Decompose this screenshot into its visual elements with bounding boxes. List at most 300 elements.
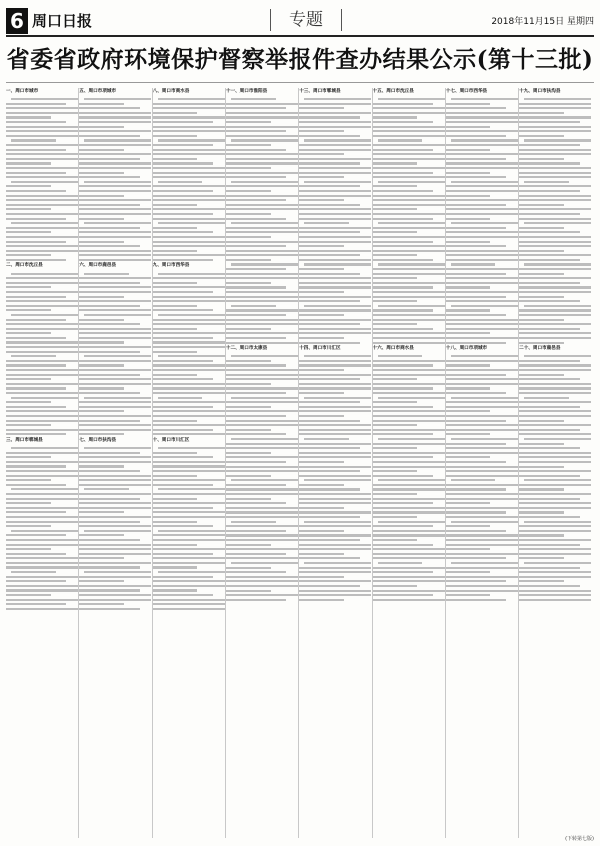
column-divider	[298, 88, 299, 838]
text-line	[446, 576, 518, 578]
section-heading: 十、周口市川汇区	[152, 437, 190, 443]
text-line	[446, 599, 506, 601]
text-column	[153, 88, 225, 838]
text-line	[153, 544, 198, 546]
text-line	[524, 438, 591, 440]
text-line	[519, 342, 564, 344]
section-heading: 十五、周口市沈丘县	[372, 89, 414, 94]
text-line	[519, 172, 591, 174]
text-line	[79, 286, 151, 288]
text-line	[79, 277, 151, 279]
text-line	[373, 420, 445, 422]
text-line	[11, 571, 56, 573]
text-line	[519, 162, 579, 164]
text-line	[226, 231, 298, 233]
text-line	[79, 254, 151, 256]
text-line	[446, 112, 518, 114]
text-line	[6, 599, 78, 601]
text-line	[153, 502, 225, 504]
text-line	[153, 406, 213, 408]
text-line	[6, 305, 78, 307]
text-line	[373, 424, 418, 426]
text-line	[446, 172, 491, 174]
text-line	[153, 305, 198, 307]
text-line	[446, 383, 518, 385]
text-line	[299, 502, 371, 504]
text-line	[373, 507, 445, 509]
text-line	[158, 355, 225, 357]
text-line	[153, 277, 225, 279]
text-line	[79, 351, 139, 353]
text-line	[6, 199, 78, 201]
text-line	[373, 126, 445, 128]
text-line	[6, 149, 66, 151]
text-line	[6, 479, 51, 481]
text-line	[153, 172, 225, 174]
text-line	[304, 479, 371, 481]
text-line	[524, 98, 591, 100]
text-line	[451, 139, 518, 141]
text-line	[299, 525, 371, 527]
text-line	[451, 181, 518, 183]
text-line	[299, 309, 371, 311]
text-line	[373, 208, 418, 210]
text-line	[524, 521, 591, 523]
text-line	[6, 172, 66, 174]
text-line	[158, 181, 203, 183]
text-line	[226, 383, 271, 385]
text-line	[226, 530, 286, 532]
text-line	[6, 484, 66, 486]
text-line	[373, 392, 445, 394]
text-line	[153, 456, 213, 458]
text-line	[84, 98, 151, 100]
text-line	[446, 241, 491, 243]
text-line	[299, 213, 371, 215]
text-line	[299, 314, 344, 316]
text-line	[519, 107, 591, 109]
text-line	[299, 332, 371, 334]
text-line	[6, 351, 78, 353]
text-line	[519, 314, 591, 316]
text-line	[226, 250, 298, 252]
text-line	[519, 296, 564, 298]
page-title: 省委省政府环境保护督察举报件查办结果公示(第十三批)	[6, 46, 594, 73]
text-line	[299, 461, 344, 463]
text-line	[373, 484, 445, 486]
text-line	[153, 364, 225, 366]
text-line	[373, 227, 445, 229]
text-line	[226, 406, 271, 408]
text-line	[519, 576, 591, 578]
text-line	[373, 548, 445, 550]
text-line	[158, 571, 225, 573]
text-line	[226, 153, 298, 155]
text-line	[231, 98, 276, 100]
text-line	[373, 502, 433, 504]
text-line	[304, 263, 371, 265]
text-line	[6, 516, 78, 518]
text-column	[79, 88, 151, 838]
text-line	[226, 126, 298, 128]
text-line	[446, 364, 491, 366]
text-line	[373, 576, 445, 578]
text-line	[519, 511, 564, 513]
text-line	[299, 406, 371, 408]
text-line	[373, 300, 418, 302]
text-line	[373, 378, 418, 380]
text-line	[524, 397, 569, 399]
text-line	[446, 475, 518, 477]
text-line	[79, 534, 124, 536]
section-heading: 二、周口市沈丘县	[6, 263, 43, 269]
text-line	[373, 268, 445, 270]
text-line	[451, 479, 496, 481]
text-line	[11, 139, 56, 141]
text-line	[299, 162, 359, 164]
text-column	[299, 88, 371, 838]
text-line	[299, 452, 371, 454]
text-line	[519, 337, 591, 339]
text-line	[153, 241, 225, 243]
text-line	[226, 364, 286, 366]
text-line	[6, 291, 78, 293]
text-line	[446, 162, 518, 164]
text-line	[304, 562, 371, 564]
text-line	[373, 286, 433, 288]
text-line	[519, 599, 591, 601]
text-line	[79, 415, 151, 417]
text-line	[226, 369, 298, 371]
text-line	[446, 103, 491, 105]
text-line	[519, 567, 579, 569]
text-line	[6, 135, 78, 137]
text-line	[226, 576, 298, 578]
text-line	[299, 470, 359, 472]
text-line	[446, 277, 518, 279]
text-line	[519, 456, 591, 458]
text-line	[6, 364, 66, 366]
text-line	[79, 218, 124, 220]
text-line	[519, 502, 591, 504]
text-line	[519, 374, 564, 376]
text-line	[299, 185, 359, 187]
text-line	[446, 323, 518, 325]
text-line	[373, 282, 445, 284]
text-line	[79, 241, 124, 243]
text-line	[6, 406, 66, 408]
text-line	[519, 443, 564, 445]
text-line	[226, 456, 298, 458]
text-line	[446, 511, 506, 513]
text-line	[153, 195, 225, 197]
text-line	[226, 172, 298, 174]
text-line	[6, 231, 51, 233]
text-line	[79, 305, 139, 307]
text-line	[79, 507, 151, 509]
text-line	[373, 511, 445, 513]
text-line	[11, 181, 78, 183]
text-line	[153, 516, 225, 518]
text-line	[226, 415, 286, 417]
text-line	[519, 241, 591, 243]
text-line	[519, 539, 591, 541]
text-line	[373, 144, 445, 146]
text-line	[299, 364, 371, 366]
text-line	[446, 378, 518, 380]
text-line	[299, 567, 371, 569]
text-line	[373, 599, 445, 601]
text-line	[6, 126, 78, 128]
text-line	[79, 153, 151, 155]
continued-note: (下转第七版)	[565, 836, 594, 842]
text-line	[226, 135, 298, 137]
text-line	[226, 332, 298, 334]
text-line	[299, 218, 371, 220]
text-line	[6, 608, 78, 610]
text-line	[226, 342, 298, 344]
text-line	[226, 116, 298, 118]
text-line	[299, 456, 371, 458]
text-line	[153, 323, 225, 325]
text-line	[153, 103, 225, 105]
text-line	[378, 98, 445, 100]
text-line	[299, 250, 371, 252]
text-line	[446, 286, 491, 288]
text-line	[524, 305, 591, 307]
text-line	[446, 314, 506, 316]
text-line	[519, 429, 579, 431]
text-line	[6, 218, 66, 220]
text-line	[79, 433, 124, 435]
text-line	[153, 282, 198, 284]
text-line	[446, 204, 506, 206]
text-line	[519, 452, 591, 454]
text-line	[446, 199, 518, 201]
text-line	[153, 594, 213, 596]
text-line	[11, 273, 78, 275]
text-line	[79, 282, 139, 284]
text-line	[79, 410, 124, 412]
text-line	[299, 199, 344, 201]
section-heading: 十四、周口市川汇区	[299, 346, 341, 352]
text-line	[446, 236, 518, 238]
text-line	[299, 369, 344, 371]
text-line	[153, 121, 213, 123]
text-line	[519, 153, 591, 155]
text-line	[373, 218, 433, 220]
text-line	[153, 153, 225, 155]
text-line	[79, 603, 124, 605]
text-line	[153, 369, 225, 371]
text-line	[519, 112, 564, 114]
text-line	[6, 121, 66, 123]
text-line	[299, 116, 359, 118]
text-line	[153, 576, 213, 578]
text-line	[519, 378, 579, 380]
text-line	[226, 420, 298, 422]
text-line	[446, 544, 518, 546]
text-line	[373, 231, 418, 233]
text-line	[6, 190, 66, 192]
text-line	[79, 162, 151, 164]
text-line	[6, 576, 78, 578]
text-line	[299, 337, 344, 339]
text-line	[6, 250, 78, 252]
text-line	[79, 158, 139, 160]
text-line	[226, 488, 298, 490]
text-line	[226, 323, 298, 325]
text-line	[79, 502, 151, 504]
text-line	[11, 397, 78, 399]
text-line	[226, 429, 271, 431]
text-line	[79, 562, 151, 564]
text-line	[79, 135, 139, 137]
text-line	[373, 580, 445, 582]
text-line	[373, 447, 418, 449]
text-line	[446, 309, 491, 311]
text-line	[519, 273, 564, 275]
text-line	[6, 337, 66, 339]
text-line	[79, 107, 139, 109]
text-line	[446, 300, 518, 302]
text-line	[6, 167, 78, 169]
text-line	[299, 195, 371, 197]
text-line	[226, 195, 298, 197]
text-line	[84, 447, 151, 449]
text-line	[226, 112, 298, 114]
text-line	[153, 162, 213, 164]
text-line	[299, 475, 371, 477]
text-line	[158, 314, 225, 316]
text-line	[6, 208, 51, 210]
text-line	[519, 387, 591, 389]
text-line	[79, 424, 151, 426]
text-line	[153, 562, 225, 564]
column-divider	[152, 88, 153, 838]
text-line	[373, 135, 445, 137]
text-line	[299, 576, 344, 578]
text-line	[79, 585, 151, 587]
text-line	[6, 332, 51, 334]
text-line	[226, 387, 298, 389]
text-line	[446, 185, 518, 187]
text-line	[226, 121, 271, 123]
text-line	[299, 530, 344, 532]
header-rule	[6, 35, 594, 37]
text-line	[84, 314, 151, 316]
text-line	[153, 254, 225, 256]
text-line	[446, 410, 491, 412]
text-line	[79, 484, 151, 486]
text-line	[79, 103, 124, 105]
text-line	[226, 594, 298, 596]
text-line	[446, 406, 518, 408]
text-line	[153, 158, 198, 160]
text-line	[299, 424, 371, 426]
section-heading: 十一、周口市淮阳县	[225, 89, 268, 94]
text-line	[226, 241, 298, 243]
text-line	[446, 433, 491, 435]
text-line	[6, 259, 66, 261]
text-line	[519, 498, 579, 500]
text-line	[373, 277, 418, 279]
text-line	[299, 268, 344, 270]
text-line	[446, 121, 518, 123]
text-line	[226, 557, 298, 559]
text-line	[226, 185, 298, 187]
text-line	[79, 465, 124, 467]
text-line	[153, 374, 198, 376]
text-line	[153, 296, 225, 298]
text-line	[226, 218, 286, 220]
text-line	[226, 277, 298, 279]
text-line	[373, 241, 433, 243]
text-line	[79, 401, 151, 403]
text-line	[524, 263, 591, 265]
text-line	[373, 199, 445, 201]
text-line	[299, 103, 371, 105]
text-line	[6, 594, 51, 596]
text-line	[226, 103, 298, 105]
text-line	[373, 433, 433, 435]
text-line	[153, 475, 198, 477]
column-divider	[225, 88, 226, 838]
text-line	[519, 484, 591, 486]
text-line	[451, 438, 518, 440]
text-line	[226, 452, 271, 454]
text-line	[79, 149, 124, 151]
text-line	[153, 429, 213, 431]
text-line	[6, 383, 78, 385]
text-line	[226, 447, 298, 449]
text-line	[153, 580, 225, 582]
issue-date: 2018年11月15日 星期四	[491, 17, 594, 27]
text-line	[79, 291, 151, 293]
text-line	[446, 534, 518, 536]
text-line	[153, 300, 225, 302]
text-line	[226, 176, 286, 178]
text-line	[446, 466, 518, 468]
text-line	[6, 475, 78, 477]
text-line	[373, 525, 433, 527]
text-line	[373, 452, 445, 454]
text-line	[153, 410, 225, 412]
text-line	[226, 199, 286, 201]
text-line	[299, 107, 344, 109]
text-line	[226, 309, 298, 311]
text-line	[373, 557, 445, 559]
text-line	[373, 415, 445, 417]
text-line	[6, 465, 66, 467]
text-line	[299, 548, 371, 550]
text-line	[6, 557, 78, 559]
text-line	[446, 530, 506, 532]
text-line	[519, 410, 591, 412]
section-heading: 十九、周口市扶沟县	[519, 89, 561, 94]
text-line	[153, 539, 225, 541]
text-line	[519, 461, 591, 463]
text-line	[373, 314, 445, 316]
text-line	[519, 319, 564, 321]
text-line	[11, 98, 78, 100]
text-line	[446, 328, 518, 330]
text-line	[153, 107, 225, 109]
text-line	[153, 479, 225, 481]
text-line	[299, 374, 371, 376]
text-line	[446, 590, 518, 592]
text-line	[153, 401, 225, 403]
